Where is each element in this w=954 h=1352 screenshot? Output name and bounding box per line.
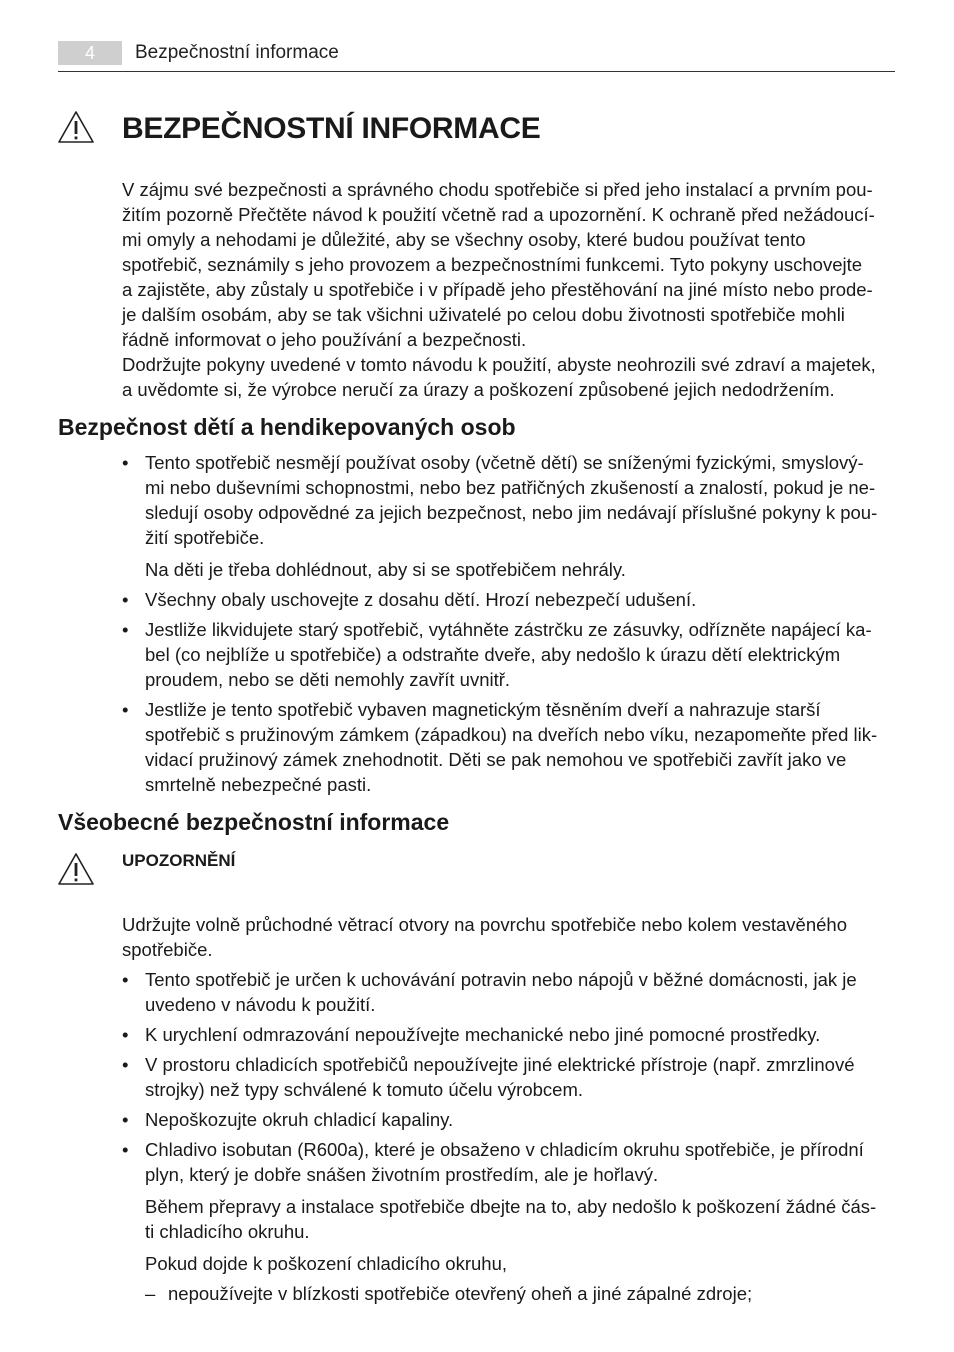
bullet-mark: • [122,969,129,990]
text-line: spotřebiče. [122,939,213,960]
bullet-mark: • [122,452,129,473]
text-line: Dodržujte pokyny uvedené v tomto návodu k použití, abyste neohrozili své zdraví a majetek, [122,354,876,375]
intro-paragraph [122,177,902,402]
text-line: a zajistěte, aby zůstaly u spotřebiče i v případě jeho přestěhování na jiné místo nebo prode- [122,279,873,300]
text-line: Tento spotřebič je určen k uchovávání potravin nebo nápojů v běžné domácnosti, jak je [145,969,857,990]
bullet-mark: • [122,1109,129,1130]
list-item-note: Pokud dojde k poškození chladicího okruhu, [145,1253,508,1274]
bullet-mark: • [122,589,129,610]
text-line: strojky) než typy schválené k tomuto účelu výrobcem. [145,1079,584,1100]
text-line: je dalším osobám, aby se tak všichni uživatelé po celou dobu životnosti spotřebiče mohli [122,304,845,325]
warning-paragraph [122,912,902,962]
text-line: řádně informovat o jeho používání a bezpečnosti. [122,329,527,350]
page-number: 4 [58,41,122,65]
text-line: bel (co nejblíže u spotřebiče) a odstraňte dveře, aby nedošlo k úrazu dětí elektrickým [145,644,841,665]
text-line: spotřebič, seznámily s jeho provozem a bezpečnostními funkcemi. Tyto pokyny uschovejte [122,254,863,275]
text-line: K urychlení odmrazování nepoužívejte mechanické nebo jiné pomocné prostředky. [145,1024,821,1045]
text-line: smrtelně nebezpečné pasti. [145,774,372,795]
text-line: plyn, který je dobře snášen životním prostředím, ale je hořlavý. [145,1164,659,1185]
list-item-note [145,1194,902,1244]
warning-triangle-icon [57,852,95,886]
dash-mark: – [145,1283,156,1304]
text-line: nepoužívejte v blízkosti spotřebiče otevřený oheň a jiné zápalné zdroje; [168,1283,753,1304]
section-title-children-safety: Bezpečnost dětí a hendikepovaných osob [58,414,516,440]
text-line: Všechny obaly uschovejte z dosahu dětí. Hrozí nebezpečí udušení. [145,589,697,610]
text-line: vidací pružinový zámek znehodnotit. Děti se pak nemohou ve spotřebiči zavřít jako ve [145,749,847,770]
text-line: spotřebič s pružinovým zámkem (západkou) na dveřích nebo víku, nezapomeňte před lik- [145,724,878,745]
text-line: Chladivo isobutan (R600a), které je obsaženo v chladicím okruhu spotřebiče, je přírodní [145,1139,864,1160]
text-line: mi omyly a nehodami je důležité, aby se všechny osoby, které budou používat tento [122,229,806,250]
page-title: BEZPEČNOSTNÍ INFORMACE [122,112,541,145]
text-line: ti chladicího okruhu. [145,1221,310,1242]
text-line: žitím pozorně Přečtěte návod k použití včetně rad a upozornění. K ochraně před nežádoucí- [122,204,875,225]
warning-triangle-icon [57,110,95,144]
page-header [58,41,895,72]
text-line: Během přepravy a instalace spotřebiče dbejte na to, aby nedošlo k poškození žádné čás- [145,1196,877,1217]
bullet-mark: • [122,699,129,720]
list-item-note: Na děti je třeba dohlédnout, aby si se spotřebičem nehrály. [145,559,626,580]
text-line: sledují osoby odpovědné za jejich bezpečnost, nebo jim nedávají příslušné pokyny k pou- [145,502,878,523]
text-line: Udržujte volně průchodné větrací otvory na povrchu spotřebiče nebo kolem vestavěného [122,914,848,935]
text-line: V prostoru chladicích spotřebičů nepoužívejte jiné elektrické přístroje (např. zmrzlinové [145,1054,855,1075]
text-line: a uvědomte si, že výrobce neručí za úrazy a poškození způsobené jejich nedodržením. [122,379,835,400]
header-title: Bezpečnostní informace [135,42,339,63]
text-line: Jestliže je tento spotřebič vybaven magnetickým těsněním dveří a nahrazuje starší [145,699,821,720]
warning-label: UPOZORNĚNÍ [122,851,236,870]
bullet-mark: • [122,1024,129,1045]
text-line: uvedeno v návodu k použití. [145,994,376,1015]
text-line: mi nebo duševními schopnostmi, nebo bez patřičných zkušeností a znalostí, pokud je ne- [145,477,876,498]
text-line: Jestliže likvidujete starý spotřebič, vytáhněte zástrčku ze zásuvky, odřízněte napájecí ka- [145,619,872,640]
text-line: žití spotřebiče. [145,527,265,548]
bullet-mark: • [122,1054,129,1075]
bullet-mark: • [122,619,129,640]
text-line: Tento spotřebič nesmějí používat osoby (včetně dětí) se sníženými fyzickými, smyslový- [145,452,864,473]
section-title-general-safety: Všeobecné bezpečnostní informace [58,809,450,835]
text-line: Nepoškozujte okruh chladicí kapaliny. [145,1109,454,1130]
bullet-mark: • [122,1139,129,1160]
text-line: V zájmu své bezpečnosti a správného chodu spotřebiče si před jeho instalací a prvním pou- [122,179,873,200]
text-line: proudem, nebo se děti nemohly zavřít uvnitř. [145,669,511,690]
